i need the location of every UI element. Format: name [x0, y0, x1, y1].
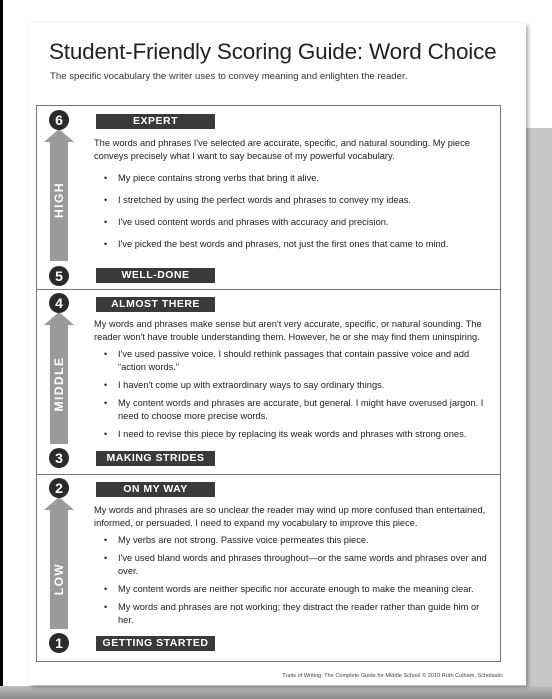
- score-label-on-my-way: ON MY WAY: [96, 482, 215, 497]
- band-high: [37, 106, 500, 290]
- list-item: • My words and phrases are not working; they distract the reader rather than guide him or her.: [104, 601, 492, 627]
- list-item: • I haven't come up with extraordinary ways to say ordinary things.: [104, 379, 492, 392]
- level-rail: [37, 475, 81, 661]
- list-item: • My verbs are not strong. Passive voice permeates this piece.: [104, 534, 492, 547]
- criteria-list: [104, 348, 492, 441]
- copyright-footer: Traits of Writing: The Complete Guide for Middle School © 2010 Ruth Culham, Scholastic: [282, 673, 503, 679]
- score-label-almost-there: ALMOST THERE: [96, 297, 215, 312]
- list-item: • I stretched by using the perfect words and phrases to convey my ideas.: [104, 194, 492, 207]
- score-number-6: 6: [49, 110, 69, 130]
- list-item: • I've used passive voice. I should rethink passages that contain passive voice and add “action words.”: [104, 348, 492, 374]
- criteria-list: [104, 172, 492, 251]
- level-word-middle: MIDDLE: [52, 356, 66, 412]
- list-item: • I've used content words and phrases with accuracy and precision.: [104, 216, 492, 229]
- score-number-5: 5: [49, 266, 69, 286]
- score-label-getting-started: GETTING STARTED: [96, 636, 215, 651]
- page-subtitle: The specific vocabulary the writer uses to convey meaning and enlighten the reader.: [50, 71, 408, 82]
- window-left-edge: [0, 0, 3, 699]
- score-label-well-done: WELL-DONE: [96, 268, 215, 283]
- score-label-making-strides: MAKING STRIDES: [96, 451, 215, 466]
- band-description: The words and phrases I've selected are accurate, specific, and natural sounding. My piece conveys precisely what I want to say because of my powerful vocabulary.: [94, 138, 470, 161]
- list-item: • My content words are neither specific nor accurate enough to make the meaning clear.: [104, 583, 492, 596]
- score-label-expert: EXPERT: [96, 114, 215, 129]
- viewer-bottom-bar: [0, 686, 552, 699]
- scoring-guide: [36, 105, 501, 662]
- viewer-background: [526, 128, 552, 686]
- band-description: My words and phrases are so unclear the reader may wind up more confused than entertained, informed, or persuaded. I need to expand my vocabulary to improve this piece.: [94, 505, 486, 528]
- list-item: • I've picked the best words and phrases, not just the first ones that came to mind.: [104, 238, 492, 251]
- list-item: • I've used bland words and phrases throughout—or the same words and phrases over and over.: [104, 552, 492, 578]
- band-low: [37, 475, 500, 661]
- level-word-low: LOW: [52, 562, 66, 596]
- level-rail: [37, 106, 81, 289]
- list-item: • My piece contains strong verbs that bring it alive.: [104, 172, 492, 185]
- up-arrow-icon: [44, 129, 74, 142]
- list-item: • I need to revise this piece by replacing its weak words and phrases with strong ones.: [104, 428, 492, 441]
- page-title: Student-Friendly Scoring Guide: Word Choice: [49, 39, 497, 64]
- score-number-2: 2: [49, 478, 69, 498]
- score-number-1: 1: [49, 633, 69, 653]
- criteria-list: [104, 534, 492, 627]
- up-arrow-icon: [44, 497, 74, 510]
- level-rail: [37, 290, 81, 474]
- up-arrow-icon: [44, 312, 74, 325]
- level-word-high: HIGH: [52, 182, 66, 218]
- document-page: [29, 23, 526, 685]
- band-middle: [37, 290, 500, 475]
- list-item: • My content words and phrases are accurate, but general. I might have overused jargon. I need to choose more precise words.: [104, 397, 492, 423]
- score-number-4: 4: [49, 293, 69, 313]
- score-number-3: 3: [49, 448, 69, 468]
- band-description: My words and phrases make sense but aren't very accurate, specific, or natural sounding. The reader won't have trouble understanding them. However, he or she may find them uninspiring.: [94, 319, 482, 342]
